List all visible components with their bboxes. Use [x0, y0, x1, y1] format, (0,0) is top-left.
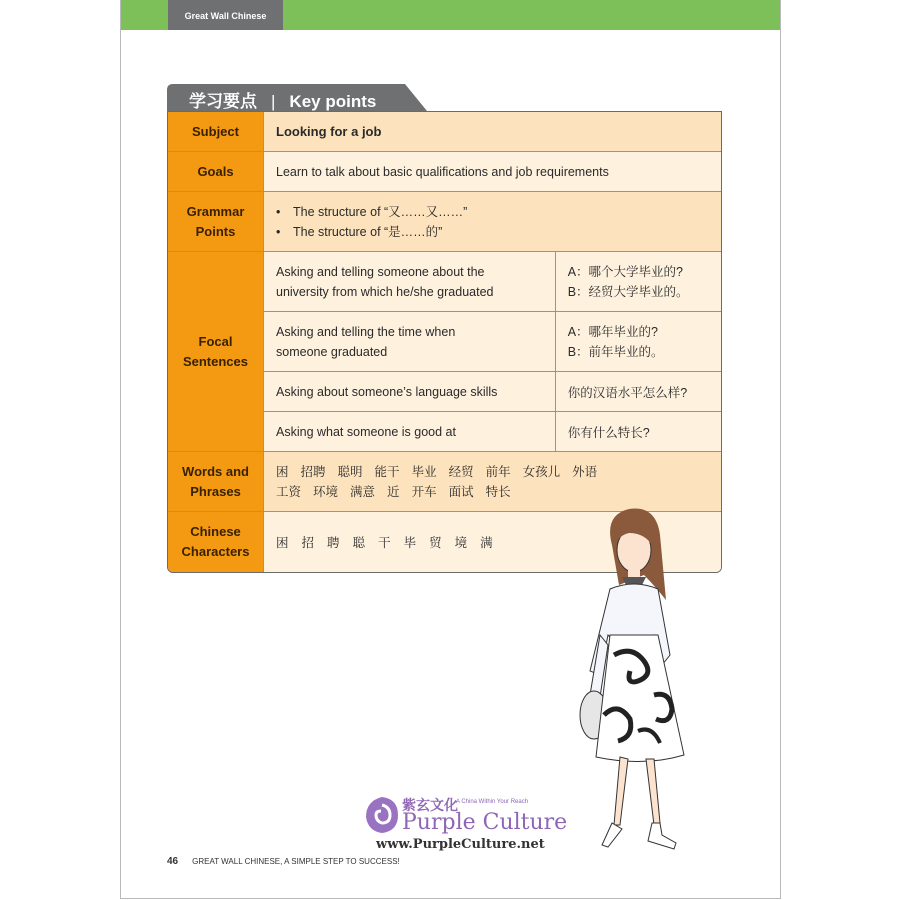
word-item: 特长 — [485, 484, 511, 499]
word-item: 招聘 — [300, 464, 326, 479]
page-footer — [167, 856, 400, 867]
char-item: 聪 — [352, 536, 366, 550]
focal-example: 你有什么特长? — [556, 412, 721, 452]
char-item: 满 — [480, 536, 493, 550]
word-item: 近 — [387, 484, 400, 499]
goals-value: Learn to talk about basic qualifications and job requirements — [264, 152, 721, 192]
focal-example: 你的汉语水平怎么样? — [556, 372, 721, 412]
word-item: 面试 — [448, 484, 474, 499]
watermark — [364, 793, 568, 858]
focal-desc: Asking and telling the time when someone graduated — [264, 312, 556, 372]
title-separator: | — [271, 92, 276, 111]
watermark-cn: 紫玄文化 — [402, 797, 458, 813]
footer-text: GREAT WALL CHINESE, A SIMPLE STEP TO SUCCESS! — [192, 857, 400, 866]
focal-label: Focal Sentences — [168, 252, 264, 452]
words-label: Words and Phrases — [168, 452, 264, 512]
title-cn: 学习要点 — [189, 92, 257, 111]
goals-label: Goals — [168, 152, 264, 192]
subject-label: Subject — [168, 112, 264, 152]
char-item: 聘 — [327, 536, 340, 550]
word-item: 外语 — [572, 464, 598, 479]
textbook-page — [120, 0, 781, 899]
page-number: 46 — [167, 856, 179, 867]
row-words — [168, 452, 721, 512]
characters-label: Chinese Characters — [168, 512, 264, 572]
key-points-tab — [167, 84, 429, 111]
char-item: 贸 — [429, 536, 442, 550]
char-item: 境 — [454, 536, 468, 550]
key-points-table — [167, 111, 722, 573]
row-grammar — [168, 192, 721, 252]
watermark-tagline: A China Within Your Reach — [456, 799, 529, 805]
top-color-bar — [121, 0, 780, 30]
word-item: 前年 — [485, 464, 511, 479]
row-subject — [168, 112, 721, 152]
focal-row — [168, 252, 721, 312]
watermark-en: Purple Culture — [402, 810, 568, 835]
char-item: 毕 — [403, 536, 417, 550]
subject-value: Looking for a job — [264, 112, 721, 152]
shoe-icon — [648, 823, 676, 849]
words-list — [264, 452, 721, 512]
focal-example: A：哪年毕业的? B：前年毕业的。 — [556, 312, 721, 372]
grammar-item: • The structure of “又……又……” — [276, 204, 468, 219]
word-item: 经贸 — [448, 464, 474, 479]
key-points-title — [189, 87, 376, 112]
word-item: 工资 — [276, 484, 302, 499]
char-item: 干 — [378, 536, 391, 550]
woman-illustration — [574, 505, 704, 855]
word-item: 满意 — [350, 484, 376, 499]
row-goals — [168, 152, 721, 192]
word-item: 开车 — [411, 484, 437, 499]
word-item: 女孩儿 — [522, 464, 561, 479]
word-item: 毕业 — [411, 464, 437, 479]
word-item: 环境 — [313, 484, 339, 499]
char-item: 困 — [276, 536, 289, 550]
shoe-icon — [602, 823, 622, 847]
purple-culture-logo-icon — [364, 795, 400, 835]
grammar-label: Grammar Points — [168, 192, 264, 252]
word-item: 聪明 — [337, 464, 363, 479]
focal-desc: Asking what someone is good at — [264, 412, 556, 452]
brand-tab: Great Wall Chinese — [168, 0, 283, 30]
grammar-item: • The structure of “是……的” — [276, 224, 443, 239]
focal-desc: Asking about someone’s language skills — [264, 372, 556, 412]
char-item: 招 — [301, 536, 315, 550]
word-item: 困 — [276, 464, 289, 479]
watermark-url: www.PurpleCulture.net — [376, 837, 545, 852]
focal-desc: Asking and telling someone about the university from which he/she graduated — [264, 252, 556, 312]
grammar-list — [264, 192, 721, 252]
title-en: Key points — [289, 92, 377, 111]
word-item: 能干 — [374, 464, 400, 479]
focal-example: A：哪个大学毕业的? B：经贸大学毕业的。 — [556, 252, 721, 312]
